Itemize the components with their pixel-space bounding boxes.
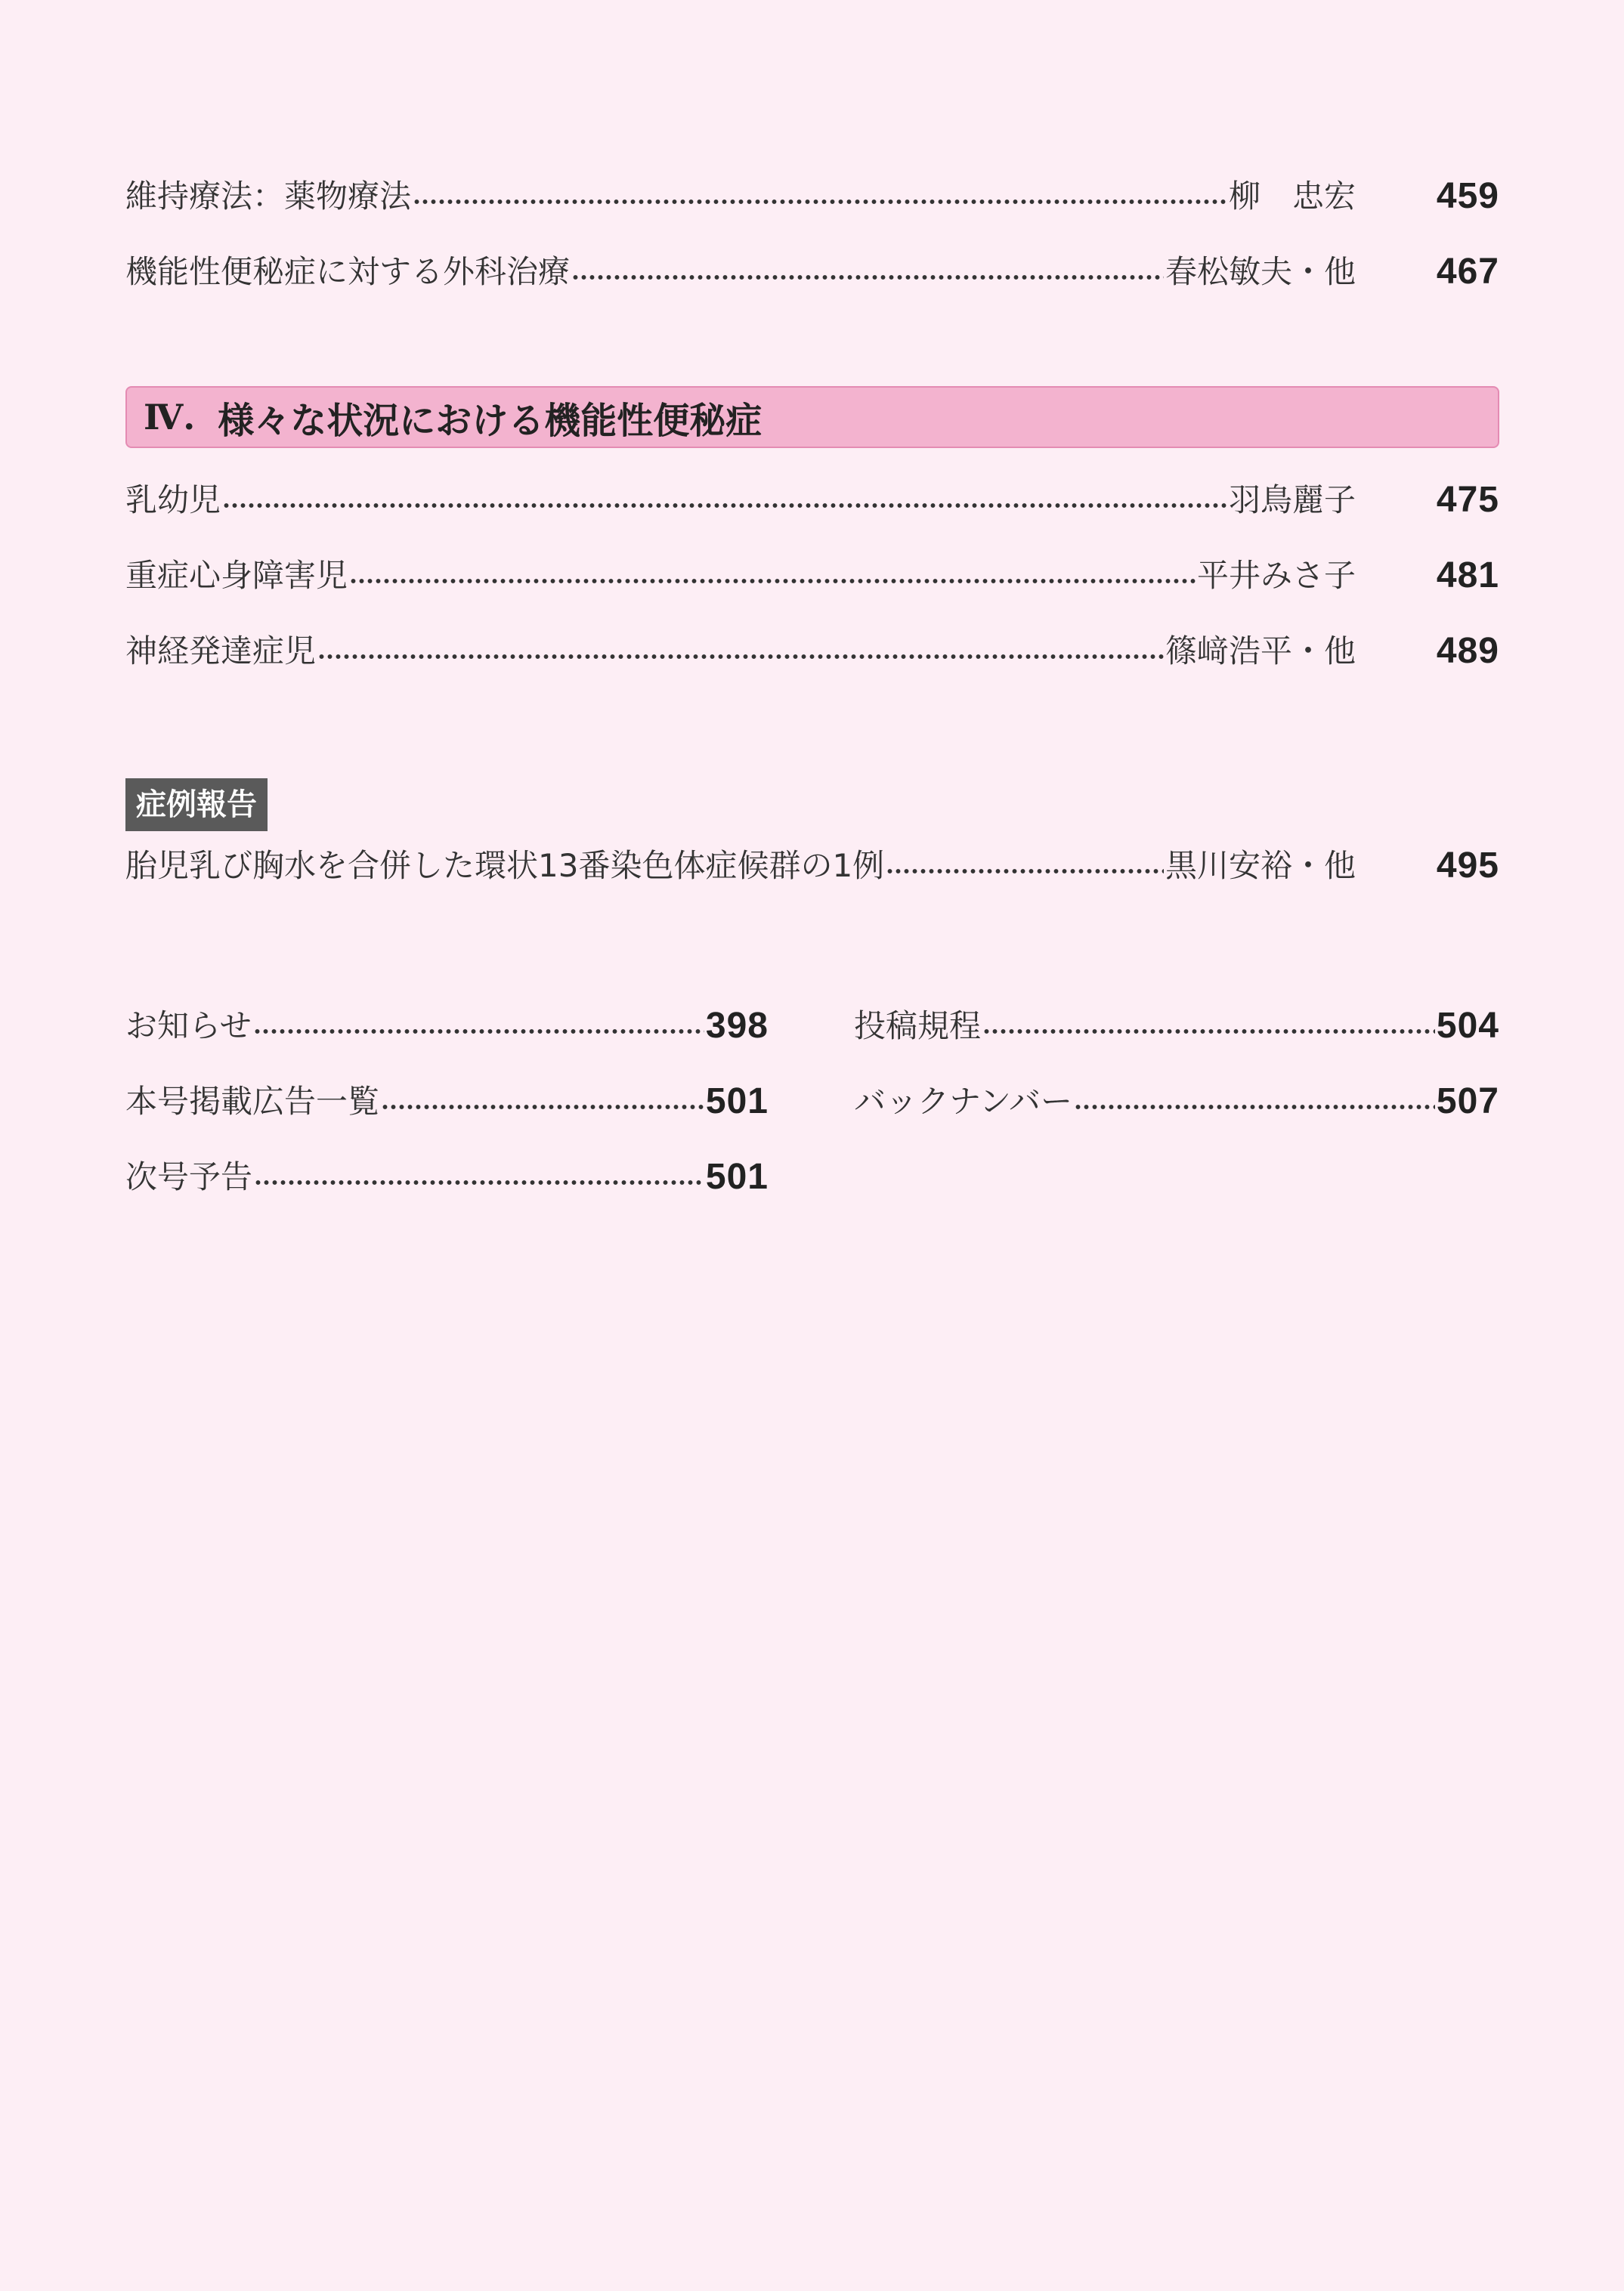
- entry-author: 篠﨑浩平・他: [1165, 632, 1356, 669]
- section-title: 様々な状況における機能性便秘症: [218, 399, 763, 442]
- misc-entry[interactable]: [125, 1077, 769, 1126]
- misc-entry[interactable]: [125, 1153, 769, 1201]
- section-numeral: Ⅳ.: [144, 397, 196, 437]
- entry-title: 乳幼児: [125, 481, 221, 518]
- entry-title: 次号予告: [125, 1158, 253, 1195]
- toc-entry[interactable]: [125, 842, 1499, 890]
- leader-dots: [222, 476, 1227, 524]
- entry-title: 神経発達症児: [125, 632, 317, 669]
- entry-page-number: 504: [1436, 1006, 1499, 1046]
- entry-page-number: 495: [1436, 846, 1499, 886]
- entry-page-number: 501: [705, 1157, 769, 1197]
- entry-author: 柳 忠宏: [1228, 178, 1356, 215]
- misc-entry[interactable]: [854, 1077, 1499, 1126]
- leader-dots: [1074, 1077, 1435, 1126]
- leader-dots: [254, 1153, 704, 1201]
- toc-entry[interactable]: [125, 476, 1499, 524]
- entry-page-number: 501: [705, 1081, 769, 1121]
- entry-page-number: 459: [1436, 176, 1499, 216]
- toc-entry[interactable]: [125, 627, 1499, 676]
- toc-entry[interactable]: [125, 552, 1499, 600]
- entry-page-number: 489: [1436, 631, 1499, 671]
- leader-dots: [381, 1077, 704, 1126]
- misc-entry[interactable]: [125, 1002, 769, 1050]
- leader-dots: [886, 842, 1164, 890]
- entry-title: 機能性便秘症に対する外科治療: [125, 253, 571, 290]
- entry-title: 胎児乳び胸水を合併した環状13番染色体症候群の1例: [125, 847, 885, 884]
- entry-author: 平井みさ子: [1196, 557, 1356, 594]
- case-report-label: 症例報告: [125, 778, 268, 831]
- entry-author: 黒川安裕・他: [1165, 847, 1356, 884]
- entry-page-number: 475: [1436, 480, 1499, 520]
- entry-page-number: 507: [1436, 1081, 1499, 1121]
- entry-title: 維持療法：薬物療法: [125, 178, 412, 215]
- toc-entry[interactable]: [125, 172, 1499, 221]
- entry-title: 重症心身障害児: [125, 557, 348, 594]
- leader-dots: [253, 1002, 704, 1050]
- misc-entry[interactable]: [854, 1002, 1499, 1050]
- leader-dots: [317, 627, 1164, 676]
- entry-page-number: 398: [705, 1006, 769, 1046]
- toc-entry[interactable]: [125, 248, 1499, 296]
- entry-page-number: 481: [1436, 555, 1499, 595]
- entry-author: 春松敏夫・他: [1165, 253, 1356, 290]
- entry-title: 投稿規程: [854, 1007, 982, 1044]
- entry-page-number: 467: [1436, 252, 1499, 292]
- entry-title: 本号掲載広告一覧: [125, 1083, 380, 1120]
- leader-dots: [413, 172, 1227, 221]
- entry-title: お知らせ: [125, 1007, 252, 1044]
- section-header: [125, 386, 1499, 448]
- entry-author: 羽鳥麗子: [1228, 481, 1356, 518]
- leader-dots: [349, 552, 1196, 600]
- entry-title: バックナンバー: [854, 1083, 1072, 1120]
- leader-dots: [982, 1002, 1435, 1050]
- leader-dots: [571, 248, 1164, 296]
